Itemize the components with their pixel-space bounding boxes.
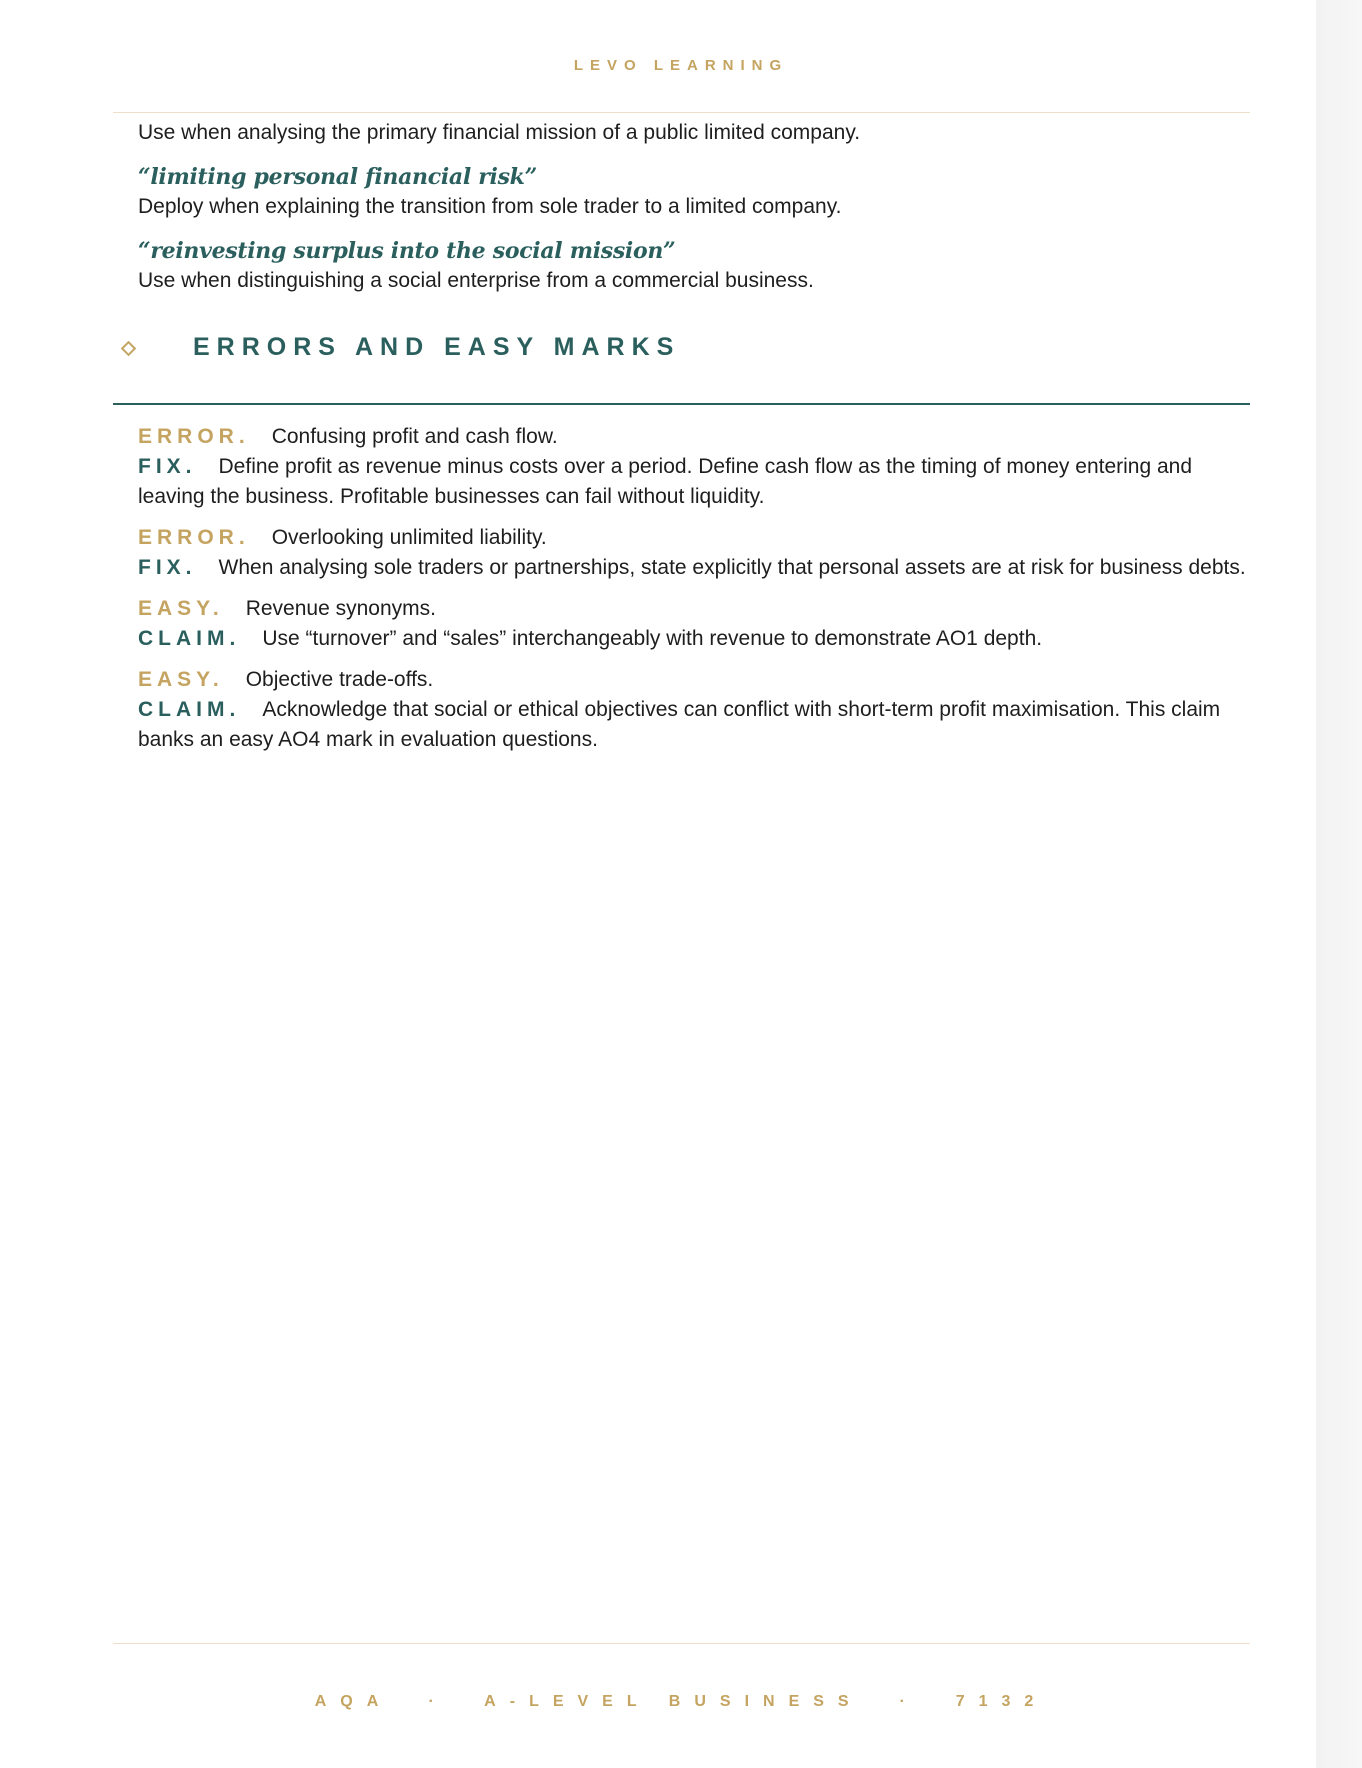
section-divider — [113, 403, 1250, 405]
errors-list — [138, 422, 1248, 766]
item-text: Overlooking unlimited liability. — [271, 526, 547, 549]
phrase-usage: Use when distinguishing a social enterprise from a commercial business. — [138, 269, 814, 292]
key-phrase: “reinvesting surplus into the social mission” — [138, 238, 676, 264]
item-text: Revenue synonyms. — [245, 597, 436, 620]
phrase-usage: Deploy when explaining the transition from sole trader to a limited company. — [138, 195, 842, 218]
footer-divider — [113, 1643, 1250, 1644]
page-edge — [1316, 0, 1362, 1768]
item-tag: EASY. — [138, 668, 224, 691]
section-title: ERRORS AND EASY MARKS — [193, 333, 681, 361]
list-item — [138, 523, 1248, 583]
item-text: Confusing profit and cash flow. — [271, 425, 558, 448]
item-tag: FIX. — [138, 556, 197, 579]
key-phrases-continuation — [138, 118, 1248, 296]
item-text: Define profit as revenue minus costs over a period. Define cash flow as the timing of money entering and leaving the business. Profitable businesses can fail without liquidity. — [138, 455, 1193, 508]
list-item — [138, 665, 1248, 755]
page-header-brand: LEVO LEARNING — [573, 57, 789, 74]
header-divider — [113, 112, 1250, 113]
item-text: Acknowledge that social or ethical objectives can conflict with short-term profit maximisation. This claim banks an easy AO4 mark in evaluation questions. — [138, 698, 1221, 751]
section-heading — [113, 333, 1250, 403]
item-tag: CLAIM. — [138, 627, 241, 650]
list-item — [138, 594, 1248, 654]
item-text: When analysing sole traders or partnerships, state explicitly that personal assets are at risk for business debts. — [218, 556, 1246, 579]
item-tag: ERROR. — [138, 425, 250, 448]
page-footer: AQA · A-LEVEL BUSINESS · 7132 — [314, 1693, 1048, 1710]
item-text: Use “turnover” and “sales” interchangeably with revenue to demonstrate AO1 depth. — [262, 627, 1043, 650]
item-tag: ERROR. — [138, 526, 250, 549]
phrase-usage: Use when analysing the primary financial mission of a public limited company. — [138, 121, 861, 144]
item-tag: CLAIM. — [138, 698, 241, 721]
item-tag: FIX. — [138, 455, 197, 478]
item-tag: EASY. — [138, 597, 224, 620]
item-text: Objective trade-offs. — [245, 668, 434, 691]
key-phrase: “limiting personal financial risk” — [138, 164, 537, 190]
diamond-bullet-icon — [121, 341, 137, 357]
list-item — [138, 422, 1248, 512]
